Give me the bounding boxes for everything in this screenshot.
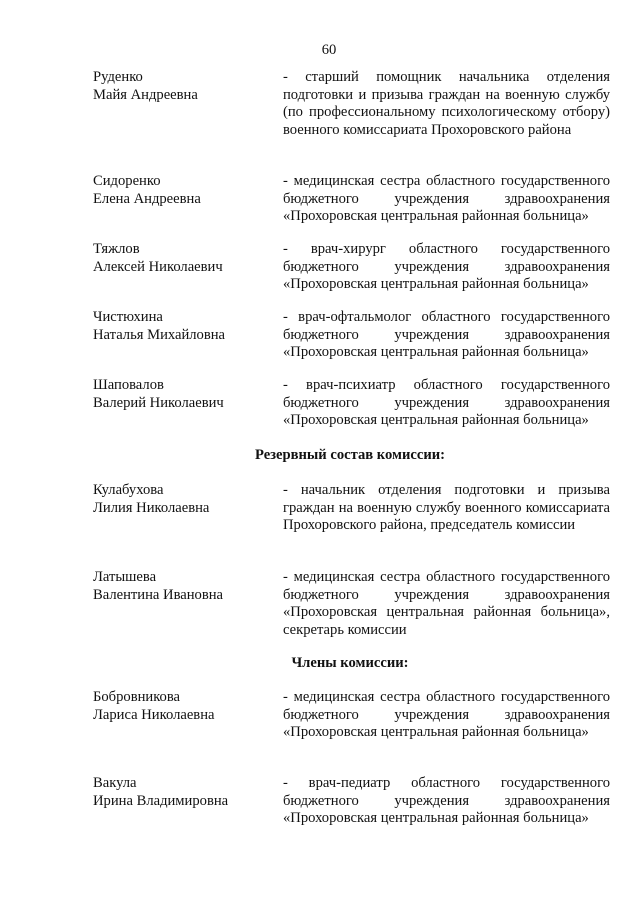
person-role: - врач-психиатр областного государственного бюджетного учреждения здравоохранения «Прохоровская центральная районная больница» [283, 377, 610, 428]
person-name [93, 377, 273, 412]
person-surname: Сидоренко [93, 173, 161, 189]
person-surname: Бобровникова [93, 689, 181, 705]
person-name [93, 569, 273, 604]
person-given-name: Валерий Николаевич [93, 394, 224, 411]
person-given-name: Лилия Николаевна [93, 499, 210, 516]
person-name [93, 173, 273, 208]
person-role: - врач-хирург областного государственного бюджетного учреждения здравоохранения «Прохоровская центральная районная больница» [283, 241, 610, 292]
page-number: 60 [321, 42, 337, 58]
person-name [93, 69, 273, 104]
person-given-name: Елена Андреевна [93, 190, 201, 207]
reserve-heading: Резервный состав комиссии: [254, 447, 446, 463]
person-name [93, 241, 273, 276]
person-role: - врач-офтальмолог областного государственного бюджетного учреждения здравоохранения «Прохоровская центральная районная больница» [283, 309, 610, 360]
person-given-name: Майя Андреевна [93, 86, 198, 103]
person-surname: Вакула [93, 775, 137, 791]
person-surname: Тяжлов [93, 241, 140, 257]
person-surname: Руденко [93, 69, 143, 85]
person-role: - медицинская сестра областного государственного бюджетного учреждения здравоохранения «Прохоровская центральная районная больница», секретарь комиссии [283, 569, 610, 638]
person-role: - начальник отделения подготовки и призыва граждан на военную службу военного комиссариата Прохоровского района, председатель комиссии [283, 482, 610, 533]
person-surname: Кулабухова [93, 482, 164, 498]
person-name [93, 689, 273, 724]
person-role: - медицинская сестра областного государственного бюджетного учреждения здравоохранения «Прохоровская центральная районная больница» [283, 173, 610, 224]
person-surname: Шаповалов [93, 377, 164, 393]
person-given-name: Лариса Николаевна [93, 706, 215, 723]
person-role: - врач-педиатр областного государственного бюджетного учреждения здравоохранения «Прохоровская центральная районная больница» [283, 775, 610, 826]
person-surname: Чистюхина [93, 309, 163, 325]
person-given-name: Ирина Владимировна [93, 792, 229, 809]
person-given-name: Алексей Николаевич [93, 258, 223, 275]
person-role: - старший помощник начальника отделения подготовки и призыва граждан на военную службу (по профессиональному психологическому отбору) военного комиссариата Прохоровского района [283, 69, 610, 138]
members-heading: Члены комиссии: [291, 655, 409, 671]
person-given-name: Наталья Михайловна [93, 326, 226, 343]
person-name [93, 775, 273, 810]
person-given-name: Валентина Ивановна [93, 586, 224, 603]
person-name [93, 309, 273, 344]
person-surname: Латышева [93, 569, 157, 585]
person-name [93, 482, 273, 517]
person-role: - медицинская сестра областного государственного бюджетного учреждения здравоохранения «Прохоровская центральная районная больница» [283, 689, 610, 740]
